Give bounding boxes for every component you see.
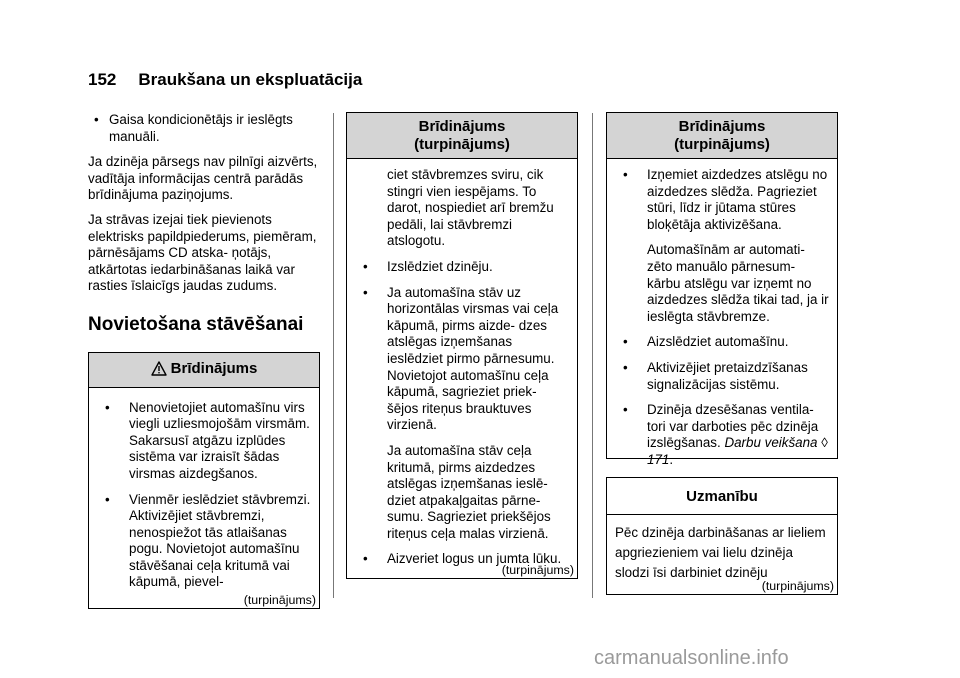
warning-title-continued: (turpinājums): [674, 136, 770, 153]
warning-box-continued: [606, 112, 838, 467]
caution-text: Pēc dzinēja darbināšanas ar lieliem apgriezieniem vai lielu dzinēja slodzi īsi darbiniet dzinēju: [615, 525, 826, 580]
warning-box-body: [347, 159, 577, 568]
warning-title: Brīdinājums: [170, 359, 258, 377]
page-ref-icon: ◊: [821, 435, 828, 451]
warning-box-header: [347, 113, 577, 159]
warning-item-engine-off: • Izslēdziet dzinēju.: [363, 258, 493, 274]
warning-box-header: [89, 353, 319, 388]
warning-box-body: [89, 388, 319, 592]
column-3: [606, 112, 838, 595]
bullet-dot: •: [94, 112, 99, 127]
chapter-title: Braukšana un ekspluatācija: [138, 70, 363, 89]
continued-label: (turpinājums): [501, 563, 574, 577]
warning-title: Brīdinājums: [418, 118, 506, 135]
warning-item-lock: • Aizslēdziet automašīnu.: [623, 334, 789, 350]
warning-triangle-icon: [151, 361, 167, 381]
column-1: [88, 112, 320, 609]
warning-subtext-automatic: Automašīnām ar automati- zēto manuālo pārnesum- kārbu atslēgu var izņemt no aizdedzes slēdža tikai tad, ja ir ieslēgta stāvbremze.: [647, 242, 829, 324]
bullet-ac: • Gaisa kondicionētājs ir ieslēgts manuāli.: [94, 112, 293, 144]
watermark: carmanualsonline.info: [594, 647, 789, 669]
column-2: [346, 112, 578, 579]
section-title: Novietošana stāvēšanai: [88, 313, 304, 335]
continued-label: (turpinājums): [761, 579, 834, 593]
warning-item-fan: • Dzinēja dzesēšanas ventila- tori var darboties pēc dzinēja izslēgšanas. Darbu veikšana ◊ 171.: [623, 402, 828, 467]
page-header: [88, 70, 362, 90]
continued-label: (turpinājums): [243, 592, 316, 607]
warning-box-continued: [346, 112, 578, 579]
cross-reference-link[interactable]: Darbu veikšana: [724, 435, 818, 451]
warning-box-header: [607, 113, 837, 159]
caution-box: [606, 477, 838, 595]
warning-box: [88, 352, 320, 609]
warning-item-2: • Vienmēr ieslēdziet stāvbremzi. Aktivizējiet stāvbremzi, nenospiežot tās atlaišanas pogu. Novietojot automašīnu stāvēšanai ceļa kritumā vai kāpumā, pievel-: [105, 491, 311, 590]
warning-item-slope-up: • Ja automašīna stāv uz horizontālas virsmas vai ceļa kāpumā, pirms aizde- dzes atslēgas izņemšanas ieslēdziet pirmo pārnesumu. Novietojot automašīnu ceļa kāpumā, sagrieziet priek- šējos riteņus brauktuves virzienā.: [363, 284, 559, 433]
column-divider-2: [592, 113, 593, 598]
warning-item-1: • Nenovietojiet automašīnu virs viegli uzliesmojošām virsmām. Sakarsusī atgāzu izplūdes sistēma var izraisīt šādas virsmas aizdegšanos.: [105, 399, 310, 481]
caution-title: Uzmanību: [607, 478, 837, 515]
column-divider-1: [333, 113, 334, 598]
para-hood: Ja dzinēja pārsegs nav pilnīgi aizvērts, vadītāja informācijas centrā parādās brīdinājuma paziņojums.: [88, 154, 318, 203]
cross-reference-page[interactable]: 171: [647, 451, 670, 467]
warning-title: Brīdinājums: [678, 118, 766, 135]
warning-item-windows: • Aizveriet logus un jumta lūku.: [363, 551, 562, 567]
para-power: Ja strāvas izejai tiek pievienots elektrisks papildpiederums, piemēram, pārnēsājams CD atska- ņotājs, atkārtotas iedarbināšanas laikā var rasties īslaicīgs jaudas zudums.: [88, 211, 317, 294]
warning-title-continued: (turpinājums): [414, 136, 510, 153]
warning-item-key: • Izņemiet aizdedzes atslēgu no aizdedzes slēdža. Pagrieziet stūri, līdz ir jūtama stūres bloķētāja aktivizēšana.: [623, 167, 828, 232]
warning-continued-text: ciet stāvbremzes sviru, cik stingri vien iespējams. To darot, nospiediet arī bremžu pedāli, lai stāvbremzi atslogotu.: [387, 167, 554, 249]
warning-subtext-slope-down: Ja automašīna stāv ceļa kritumā, pirms aizdedzes atslēgas izņemšanas ieslē- dziet atpakaļgaitas pārne- sumu. Sagrieziet priekšējos riteņus ceļa malas virzienā.: [387, 442, 551, 541]
warning-item-alarm: • Aktivizējiet pretaizdzīšanas signalizācijas sistēmu.: [623, 359, 808, 392]
page-number: 152: [88, 70, 117, 89]
warning-box-body: [607, 159, 837, 469]
